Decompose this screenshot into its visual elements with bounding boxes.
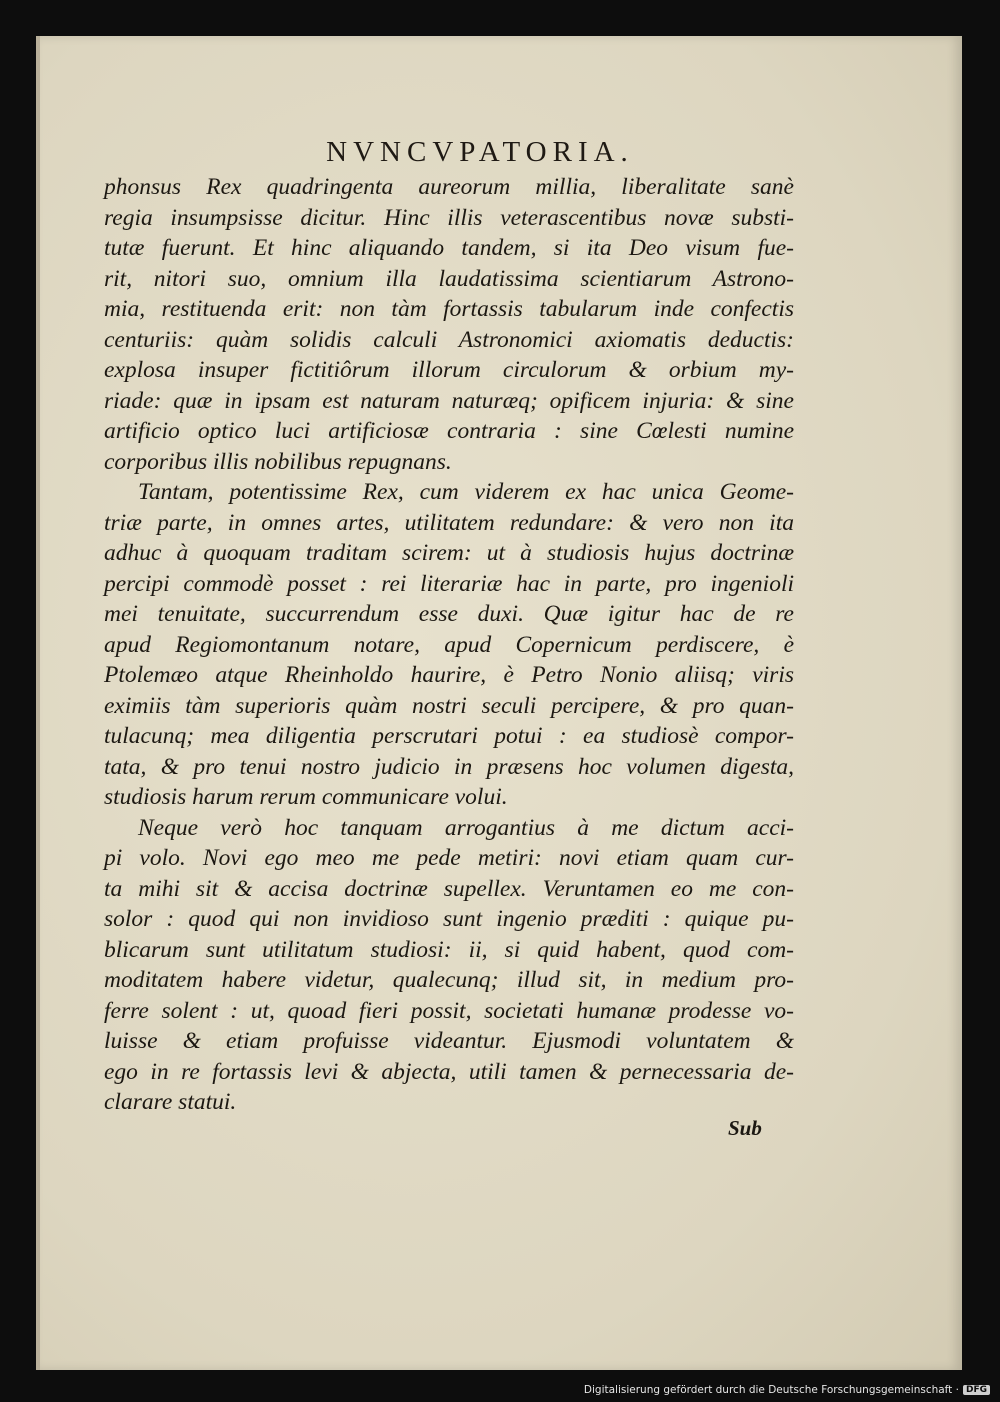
text-line: rit, nitori suo, omnium illa laudatissima scientiarum Astrono- [104,265,794,292]
text-line: phonsus Rex quadringenta aureorum millia, liberalitate sanè [104,174,794,200]
text-line: clarare statui. [104,1089,237,1115]
text-line: regia insumpsisse dicitur. Hinc illis veterascentibus novæ substi- [104,204,794,231]
text-line: blicarum sunt utilitatum studiosi: ii, si quid habent, quod com- [104,936,794,963]
text-line: studiosis harum rerum communicare volui. [104,784,508,810]
text-line: triæ parte, in omnes artes, utilitatem redundare: & vero non ita [104,509,794,536]
text-line: Ptolemæo atque Rheinholdo haurire, è Petro Nonio aliisq; viris [104,662,794,688]
text-line: centuriis: quàm solidis calculi Astronomici axiomatis deductis: [104,326,794,353]
text-line: apud Regiomontanum notare, apud Copernicum perdiscere, è [104,631,794,658]
text-line: ego in re fortassis levi & abjecta, utili tamen & pernecessaria de- [104,1058,794,1085]
credit-text: Digitalisierung gefördert durch die Deutsche Forschungsgemeinschaft · [583,1384,959,1396]
text-line: tulacunq; mea diligentia perscrutari potui : ea studiosè compor- [104,723,794,749]
dfg-logo-icon: DFG [963,1385,990,1395]
catchword: Sub [728,1116,762,1140]
running-header: NVNCVPATORIA. [326,136,634,168]
text-line: artificio optico luci artificiosæ contraria : sine Cœlesti numine [104,418,794,444]
text-line: explosa insuper fictitiôrum illorum circulorum & orbium my- [104,357,794,383]
text-line: luisse & etiam profuisse videantur. Ejusmodi voluntatem & [104,1028,794,1054]
text-line: tutæ fuerunt. Et hinc aliquando tandem, si ita Deo visum fue- [104,235,794,261]
text-line: percipi commodè posset : rei literariæ hac in parte, pro ingenioli [104,570,794,597]
text-line: solor : quod qui non invidioso sunt ingenio præditi : quique pu- [104,906,794,932]
text-line: adhuc à quoquam traditam scirem: ut à studiosis hujus doctrinæ [104,540,794,566]
digitization-credit [584,1384,990,1396]
text-line: moditatem habere videtur, qualecunq; illud sit, in medium pro- [104,967,794,993]
text-line: ta mihi sit & accisa doctrinæ supellex. Veruntamen eo me con- [104,875,794,902]
text-line: pi volo. Novi ego meo me pede metiri: novi etiam quam cur- [104,845,794,871]
text-line: Neque verò hoc tanquam arrogantius à me dictum acci- [138,814,794,841]
text-line: riade: quæ in ipsam est naturam naturæq; opificem injuria: & sine [104,387,794,414]
body-text [104,172,794,1118]
text-line: mia, restituenda erit: non tàm fortassis tabularum inde confectis [104,296,794,322]
text-line: tata, & pro tenui nostro judicio in præsens hoc volumen digesta, [104,753,794,780]
text-line: eximiis tàm superioris quàm nostri seculi percipere, & pro quan- [104,692,794,719]
text-line: mei tenuitate, succurrendum esse duxi. Quæ igitur hac de re [104,601,794,627]
text-line: corporibus illis nobilibus repugnans. [104,448,452,475]
text-line: ferre solent : ut, quoad fieri possit, societati humanæ prodesse vo- [104,997,794,1024]
book-page [36,36,962,1370]
text-line: Tantam, potentissime Rex, cum viderem ex hac unica Geome- [138,479,794,505]
